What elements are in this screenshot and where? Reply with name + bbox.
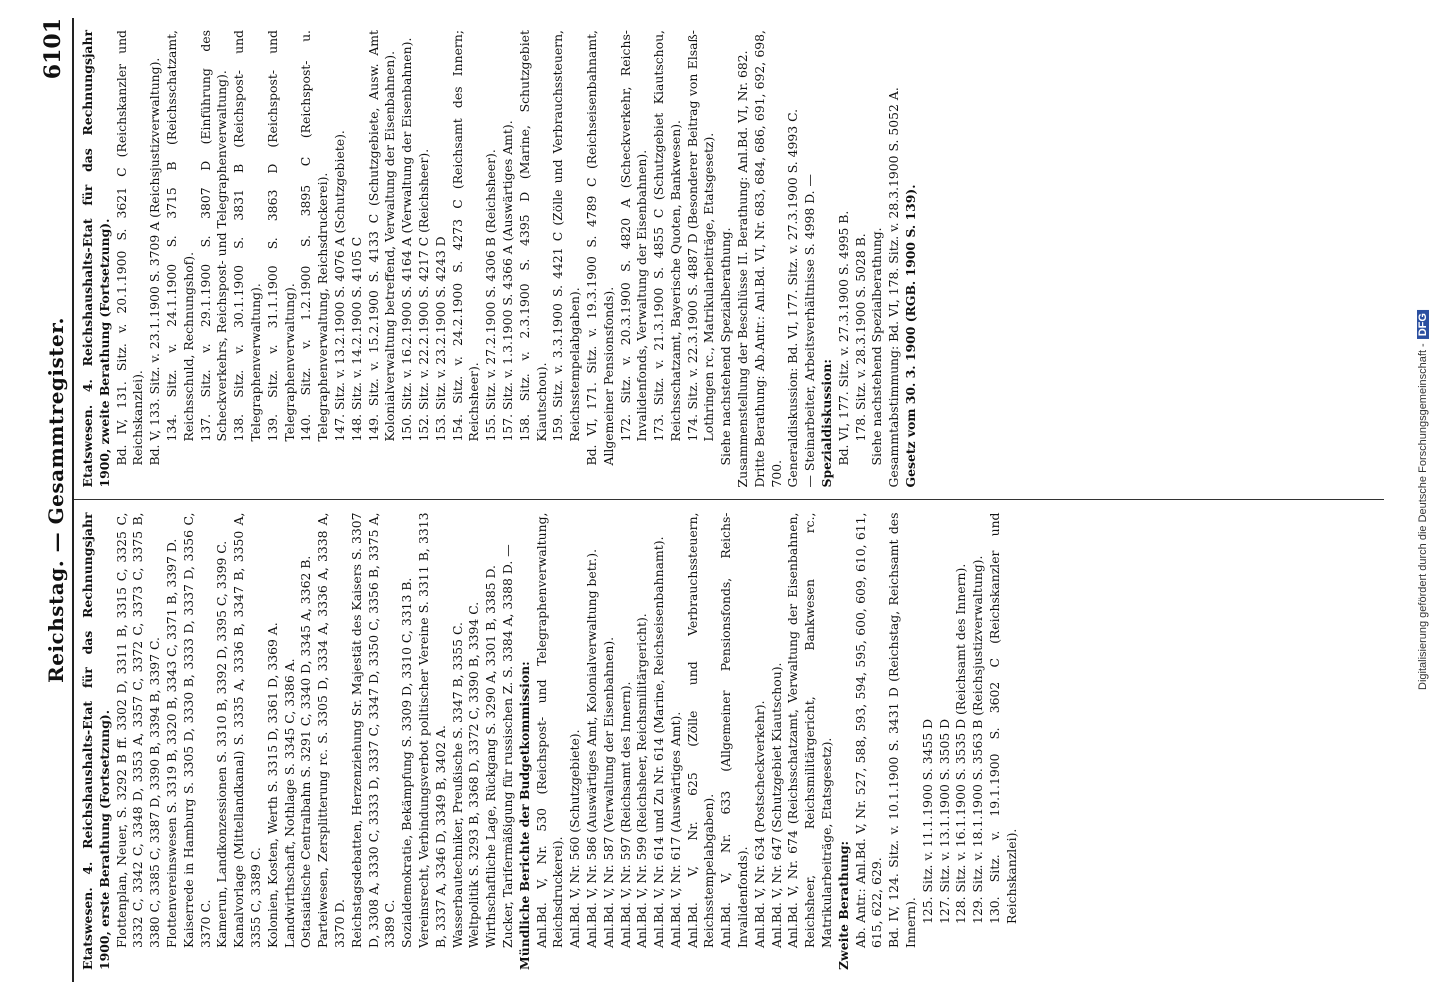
register-entry: 159. Sitz. v. 3.3.1900 S. 4421 C (Zölle und Verbrauchssteuern, Reichsstempelabgaben). bbox=[550, 30, 583, 442]
register-entry: 130. Sitz. v. 19.1.1900 S. 3602 C (Reichskanzler und Reichskanzlei). bbox=[987, 512, 1019, 924]
register-entry: Wirthschaftliche Lage, Rückgang S. 3290 A, 3301 B, 3385 D. bbox=[483, 565, 499, 948]
register-entry: Anl.Bd. V, Nr. 647 (Schutzgebiet Kiautschou). bbox=[768, 662, 784, 948]
register-entry: 147. Sitz. v. 13.2.1900 S. 4076 A (Schutzgebiete). bbox=[331, 130, 347, 442]
register-entry: Anl.Bd. V, Nr. 530 (Reichspost- und Telegraphenverwaltung, Reichsdruckerei). bbox=[533, 512, 566, 948]
register-entry: 174. Sitz. v. 22.3.1900 S. 4887 D (Besonderer Beitrag von Elsaß-Lothringen rc., Matrikularbeiträge, Etatsgesetz). bbox=[684, 30, 717, 442]
register-entry: 172. Sitz. v. 20.3.1900 S. 4820 A (Scheckverkehr, Reichs-Invalidenfonds, Verwaltung der Eisenbahnen). bbox=[617, 30, 650, 442]
right-column bbox=[74, 18, 1384, 500]
register-entry: 158. Sitz. v. 2.3.1900 S. 4395 D (Marine, Schutzgebiet Kiautschou). bbox=[516, 30, 549, 442]
register-entry: Parteiwesen, Zersplitterung rc. S. 3305 D, 3334 A, 3336 A, 3338 A, 3370 D. bbox=[315, 512, 347, 948]
register-entry: 173. Sitz. v. 21.3.1900 S. 4855 C (Schutzgebiet Kiautschou, Reichsschatzamt, Bayerische Quoten, Bankwesen). bbox=[651, 30, 683, 442]
register-entry: Dritte Berathung: Ab.Antr.: Anl.Bd. VI, Nr. 683, 684, 686, 691, 692, 698, 700. bbox=[751, 30, 784, 488]
register-entry: Anl.Bd. V, Nr. 597 (Reichsamt des Innern). bbox=[617, 681, 633, 948]
dfg-logo: DFG bbox=[1417, 310, 1429, 339]
register-entry: Zusammenstellung der Beschlüsse II. Berathung: Anl.Bd. VI, Nr. 682. bbox=[735, 50, 751, 488]
register-entry: 157. Sitz. v. 1.3.1900 S. 4366 A (Auswärtiges Amt). bbox=[499, 120, 515, 442]
register-entry: 154. Sitz. v. 24.2.1900 S. 4273 C (Reichsamt des Innern; Reichsheer). bbox=[449, 30, 482, 442]
register-entry: Gesetz vom 30. 3. 1900 (RGB. 1900 S. 139). bbox=[903, 184, 919, 488]
register-entry: 150. Sitz. v. 16.2.1900 S. 4164 A (Verwaltung der Eisenbahnen). bbox=[399, 37, 415, 442]
register-entry: Anl.Bd. V, Nr. 587 (Verwaltung der Eisenbahnen). bbox=[600, 636, 616, 948]
register-entry: Wasserbautechniker, Preußische S. 3347 B, 3355 C. bbox=[449, 622, 465, 948]
register-entry: Anl.Bd. V, Nr. 625 (Zölle und Verbrauchssteuern, Reichsstempelabgaben). bbox=[684, 512, 717, 948]
register-entry: 148. Sitz. v. 14.2.1900 S. 4105 C bbox=[348, 236, 364, 442]
digitization-text: Digitalisierung gefördert durch die Deutsche Forschungsgemeinschaft - bbox=[1417, 343, 1429, 690]
register-entry: 140. Sitz. v. 1.2.1900 S. 3895 C (Reichspost- u. Telegraphenverwaltung, Reichsdruckerei). bbox=[298, 30, 331, 442]
register-entry: Reichstagsdebatten, Herzenziehung Sr. Majestät des Kaisers S. 3307 D, 3308 A, 3330 C, 3333 D, 3337 C, 3347 D, 3350 C, 3356 B, 3375 A, 3389 C. bbox=[348, 512, 398, 948]
register-entry: Anl.Bd. V, Nr. 560 (Schutzgebiete). bbox=[567, 729, 583, 948]
register-entry: Siehe nachstehend Spezialberathung. bbox=[718, 227, 734, 466]
register-entry: Siehe nachstehend Spezialberathung. bbox=[869, 227, 885, 466]
register-entry: Bd. IV, 131. Sitz. v. 20.1.1900 S. 3621 C (Reichskanzler und Reichskanzlei). bbox=[113, 30, 146, 466]
register-entry: Bd. VI, 177. Sitz. v. 27.3.1900 S. 4995 B. bbox=[835, 210, 851, 466]
register-entry: Anl.Bd. V, Nr. 586 (Auswärtiges Amt, Kolonialverwaltung betr.). bbox=[583, 548, 599, 948]
page-title: Reichstag. — Gesammtregister. bbox=[44, 317, 68, 683]
register-entry: Ab. Antr.: Anl.Bd. V, Nr. 527, 588, 593, 594, 595, 600, 609, 610, 611, 615, 622, 629. bbox=[852, 512, 885, 948]
register-entry: — Steinarbeiter, Arbeitsverhältnisse S. 4998 D. — bbox=[802, 174, 818, 488]
register-entry: Bd. V, 133. Sitz. v. 23.1.1900 S. 3709 A (Reichsjustizverwaltung). bbox=[147, 57, 163, 466]
register-entry: Anl.Bd. V, Nr. 634 (Postscheckverkehr). bbox=[751, 700, 767, 948]
register-entry: Landwirthschaft, Nothlage S. 3345 C, 3386 A. bbox=[281, 658, 297, 948]
left-column bbox=[74, 500, 1384, 983]
page-number: 6101 bbox=[40, 18, 66, 80]
register-entry: 138. Sitz. v. 30.1.1900 S. 3831 B (Reichspost- und Telegraphenverwaltung). bbox=[231, 30, 263, 442]
register-entry: Vereinsrecht, Verbindungsverbot politischer Vereine S. 3311 B, 3313 B, 3337 A, 3346 D, 3349 B, 3402 A. bbox=[415, 512, 448, 948]
register-entry: Gesammtabstimmung: Bd. VI, 178. Sitz. v. 28.3.1900 S. 5052 A. bbox=[886, 87, 902, 488]
register-entry: Kamerun, Landkonzessionen S. 3310 B, 3392 D, 3395 C, 3399 C. bbox=[214, 540, 230, 948]
register-entry: Sozialdemokratie, Bekämpfung S. 3309 D, 3310 C, 3313 B. bbox=[399, 577, 415, 948]
register-entry: Anl.Bd. V, Nr. 599 (Reichsheer, Reichsmilitärgericht). bbox=[634, 613, 650, 948]
register-entry: Kaiserrede in Hamburg S. 3305 D, 3330 B, 3333 D, 3337 D, 3356 C, 3370 C. bbox=[180, 512, 213, 948]
register-entry: Anl.Bd. V, Nr. 614 und Zu Nr. 614 (Marine, Reichseisenbahnamt). bbox=[651, 536, 667, 948]
register-entry: Anl.Bd. V, Nr. 674 (Reichsschatzamt, Verwaltung der Eisenbahnen, Reichsheer, Reichsmilitärgericht, Bankwesen rc., Matrikularbeiträge, Etatsgesetz). bbox=[785, 512, 835, 948]
register-entry: Bd. VI, 171. Sitz. v. 19.3.1900 S. 4789 C (Reichseisenbahnamt, Allgemeiner Pensionsfonds). bbox=[583, 30, 616, 466]
register-entry: 125. Sitz. v. 11.1.1900 S. 3455 D bbox=[919, 718, 935, 924]
register-entry: Mündliche Berichte der Budgetkommission: bbox=[516, 661, 532, 970]
register-entry: Ostasiatische Centralbahn S. 3291 C, 3340 D, 3345 A, 3362 B. bbox=[298, 555, 314, 948]
register-entry: 129. Sitz. v. 18.1.1900 S. 3563 B (Reichsjustizverwaltung). bbox=[970, 555, 986, 924]
register-entry: 127. Sitz. v. 13.1.1900 S. 3505 D bbox=[936, 718, 952, 924]
register-entry: Zweite Berathung: bbox=[835, 840, 851, 970]
register-entry: 178. Sitz. v. 28.3.1900 S. 5028 B. bbox=[852, 233, 868, 442]
register-entry: 153. Sitz. v. 23.2.1900 S. 4243 D bbox=[432, 236, 448, 442]
register-entry: Anl.Bd. V, Nr. 633 (Allgemeiner Pensionsfonds, Reichs-Invalidenfonds). bbox=[718, 512, 751, 948]
register-entry: 155. Sitz. v. 27.2.1900 S. 4306 B (Reichsheer). bbox=[483, 149, 499, 442]
register-entry: 152. Sitz. v. 22.2.1900 S. 4217 C (Reichsheer). bbox=[415, 148, 431, 442]
register-entry: Anl.Bd. V, Nr. 617 (Auswärtiges Amt). bbox=[667, 711, 683, 948]
register-entry: 137. Sitz. v. 29.1.1900 S. 3807 D (Einführung des Scheckverkehrs, Reichspost- und Telegraphenverwaltung). bbox=[197, 30, 230, 442]
register-entry: Spezialdiskussion: bbox=[819, 359, 835, 488]
register-page bbox=[32, 0, 1402, 1000]
register-entry: Flottenplan, Neuer, S. 3292 B ff. 3302 D, 3311 B, 3315 C, 3325 C, 3332 C, 3342 C, 3348 D, 3353 A, 3357 C, 3372 C, 3373 C, 3375 B, 3380 C, 3385 C, 3387 D, 3390 B, 3394 B, 3397 C. bbox=[113, 512, 163, 948]
register-entry: Weltpolitik S. 3293 B, 3368 D, 3372 C, 3390 B, 3394 C. bbox=[466, 601, 482, 948]
register-entry: Kolonien, Kosten, Werth S. 3315 D, 3361 D, 3369 A. bbox=[264, 622, 280, 948]
register-entry: 149. Sitz. v. 15.2.1900 S. 4133 C (Schutzgebiete, Ausw. Amt Kolonialverwaltung betreffend, Verwaltung der Eisenbahnen). bbox=[365, 30, 398, 442]
register-entry: 139. Sitz. v. 31.1.1900 S. 3863 D (Reichspost- und Telegraphenverwaltung). bbox=[264, 30, 297, 442]
page-header bbox=[38, 18, 74, 982]
register-entry: Kanalvorlage (Mittellandkanal) S. 3335 A, 3336 B, 3347 B, 3350 A, 3355 C, 3389 C. bbox=[231, 512, 263, 948]
digitization-note bbox=[1412, 0, 1434, 1000]
register-entry: Zucker, Tarifermäßigung für russischen Z. S. 3384 A, 3388 D. — bbox=[499, 544, 515, 948]
register-entry: 134. Sitz. v. 24.1.1900 S. 3715 B (Reichsschatzamt, Reichsschuld, Rechnungshof). bbox=[163, 30, 196, 442]
register-entry: 128. Sitz. v. 16.1.1900 S. 3535 D (Reichsamt des Innern). bbox=[953, 563, 969, 924]
register-entry: Flottenvereinswesen S. 3319 B, 3320 B, 3343 C, 3371 B, 3397 D. bbox=[163, 538, 179, 948]
register-entry: Etatswesen. 4. Reichshaushalts-Etat für das Rechnungsjahr 1900, erste Berathung (Fortsetzung). bbox=[80, 512, 112, 970]
text-columns bbox=[74, 18, 1384, 982]
register-entry: Etatswesen. 4. Reichshaushalts-Etat für das Rechnungsjahr 1900, zweite Berathung (Fortsetzung). bbox=[80, 30, 112, 488]
register-entry: Bd. IV, 124. Sitz. v. 10.1.1900 S. 3431 D (Reichstag, Reichsamt des Innern). bbox=[886, 512, 919, 948]
register-entry: Generaldiskussion: Bd. VI, 177. Sitz. v. 27.3.1900 S. 4993 C. bbox=[785, 108, 801, 488]
